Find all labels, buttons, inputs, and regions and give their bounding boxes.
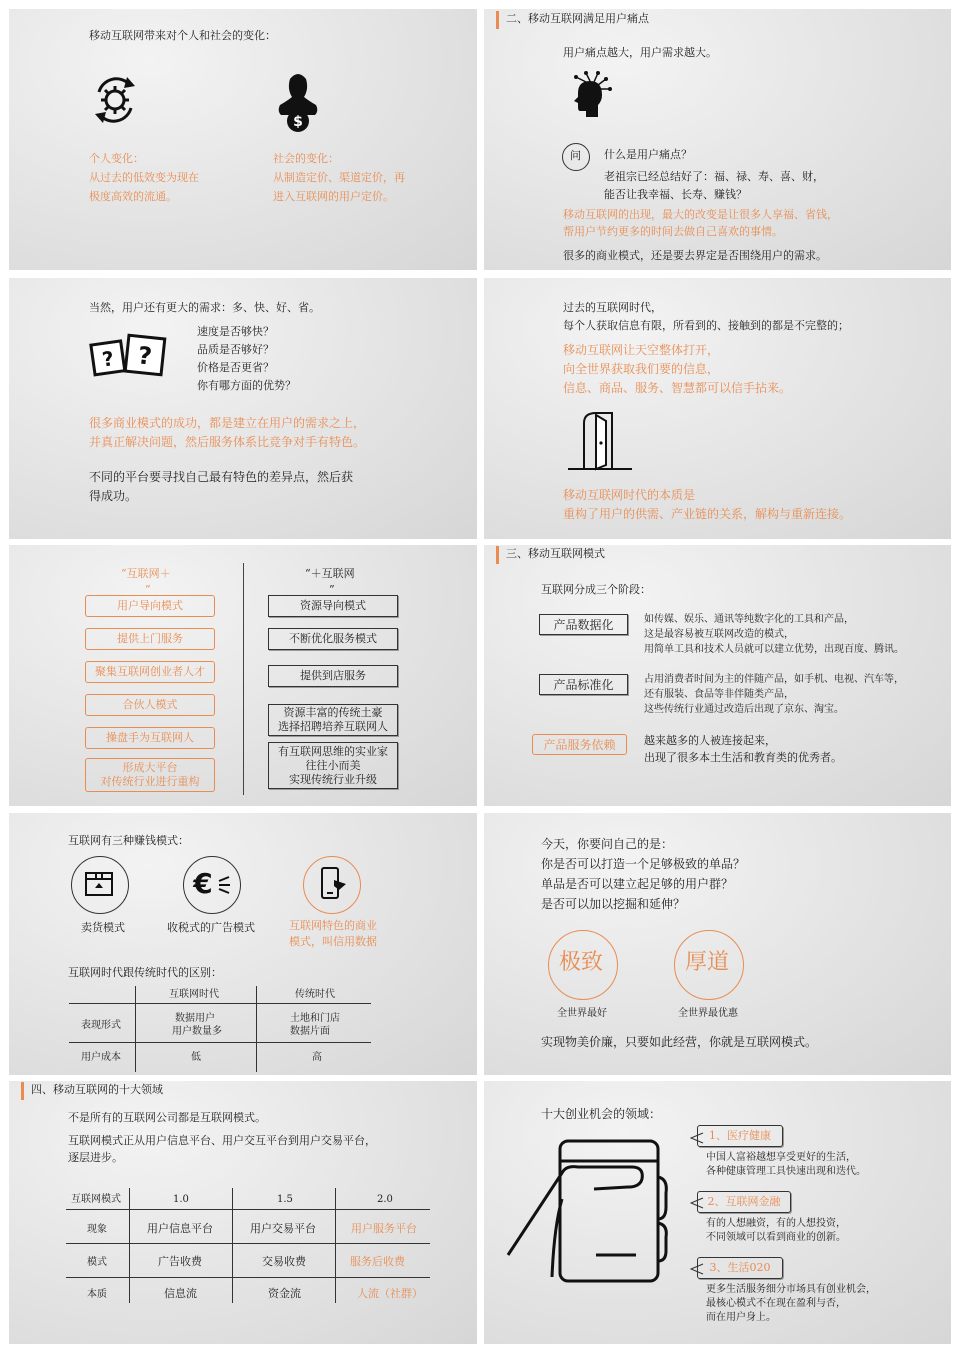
table-cell: 资金流 [268,1287,301,1300]
model-label: 收税式的广告模式 [167,921,255,934]
highlight-line: 移动互联网的出现，最大的改变是让很多人享福、省钱， [563,208,838,221]
slide-9 [9,1081,477,1344]
social-change-line: 进入互联网的用户定价。 [273,190,394,203]
answer-line: 能否让我幸福、长寿、赚钱？ [604,188,747,201]
domain-line: 有的人想融资，有的人想投资， [706,1218,846,1229]
head-ideas-icon [564,71,612,131]
row-label: 模式 [87,1257,107,1268]
table-cell: 低 [191,1052,201,1063]
extreme-label: 极致 [559,950,604,975]
body-line: 逐层进步。 [68,1151,123,1164]
table-header: 1.0 [173,1194,189,1205]
slide-4 [484,278,951,539]
model-label: 互联网特色的商业 [289,919,377,932]
closing-text: 实现物美价廉，只要如此经营，你就是互联网模式。 [541,1035,818,1049]
table-rule [135,986,136,1072]
table-cell: 数据片面 [290,1026,330,1037]
table-header: 互联网模式 [71,1194,121,1205]
right-box: 资源导向模式 [268,595,398,617]
body-line: 得成功。 [89,489,138,503]
left-box: 聚集互联网创业者人才 [85,661,215,683]
right-box: 不断优化服务模式 [268,628,398,650]
slide-title: 互联网有三种赚钱模式： [68,834,189,847]
table-header: 传统时代 [295,989,335,1000]
stage-label: 产品标准化 [539,674,628,695]
stage-label: 产品数据化 [539,614,628,635]
column-divider [243,563,244,795]
right-box [268,704,398,736]
question-line: 品质是否够好？ [197,343,274,356]
right-box-line: 资源丰富的传统土豪 [283,706,383,719]
slide-8 [484,813,951,1075]
table-cell: 高 [312,1052,322,1063]
left-column-title-quote: ” [145,583,151,596]
social-change-line: 从制造定价、渠道定价，再 [273,171,405,184]
table-cell: 交易收费 [262,1255,306,1268]
stage-line: 这些传统行业通过改造后出现了京东、淘宝。 [644,704,844,715]
domain-line: 不同领域可以看到商业的创新。 [706,1232,846,1243]
right-box [268,742,398,789]
domain-tag: 1、医疗健康 [697,1125,783,1147]
answer-line: 老祖宗已经总结好了：福、禄、寿、喜、财， [604,170,824,183]
question-cards-icon [89,333,167,381]
section-header: 四、移动互联网的十大领域 [31,1083,163,1096]
highlight-line: 向全世界获取我们要的信息， [563,362,720,376]
stage-line: 如传媒、娱乐、通讯等纯数字化的工具和产品， [644,614,854,625]
stage-line: 这是最容易被互联网改造的模式， [644,629,794,640]
table-cell: 人流（社群） [357,1287,423,1300]
table-cell: 用户服务平台 [351,1222,417,1235]
highlight-line: 并真正解决问题，然后服务体系比竞争对手有特色。 [89,435,366,449]
slide-10 [484,1081,951,1344]
section-header: 三、移动互联网模式 [506,547,605,560]
right-box-line: 选择招聘培养互联网人 [278,720,388,733]
section-marker [496,11,499,29]
svg-text:?: ? [100,346,116,372]
slide-title: 移动互联网带来对个人和社会的变化： [89,29,276,42]
comparison-title: 互联网时代跟传统时代的区别： [68,966,222,979]
left-box: 操盘手为互联网人 [85,727,215,749]
personal-change-line: 极度高效的流通。 [89,190,177,203]
euro-icon [189,867,233,899]
question-line: 价格是否更省？ [197,361,274,374]
domain-line: 而在用户身上。 [706,1312,776,1323]
left-box: 合伙人模式 [85,694,215,716]
right-box: 提供到店服务 [268,665,398,687]
table-rule [69,1042,371,1043]
slide-1 [9,9,477,270]
honest-label: 厚道 [685,950,730,975]
extreme-caption: 全世界最好 [557,1008,607,1019]
stage-line: 用简单工具和技术人员就可以建立优势，出现百度、腾讯。 [644,644,904,655]
table-cell: 土地和门店 [290,1013,340,1024]
left-column-title: “互联网＋ [121,567,171,580]
table-rule [66,1243,430,1244]
model-label: 模式，叫信用数据 [289,935,377,948]
highlight-line: 信息、商品、服务、智慧都可以信手拈来。 [563,381,792,395]
intro-text: 互联网分成三个阶段： [541,583,651,596]
highlight-line: 移动互联网让天空整体打开， [563,343,720,357]
slide-title: 当然，用户还有更大的需求：多、快、好、省。 [89,301,320,314]
section-header: 二、移动互联网满足用户痛点 [506,12,649,25]
highlight-line: 重构了用户的供需、产业链的关系，解构与重新连接。 [563,507,852,521]
open-door-icon [568,411,632,473]
body-line: 每个人获取信息有限，所看到的、接触到的都是不完整的； [563,319,849,332]
question-line: 你有哪方面的优势？ [197,379,296,392]
question-line: 速度是否够快？ [197,325,274,338]
domain-line: 中国人富裕越想享受更好的生活， [706,1152,856,1163]
slide-6 [484,545,951,806]
personal-change-line: 从过去的低效变为现在 [89,171,199,184]
left-box [85,758,215,792]
table-rule [335,1188,336,1303]
table-cell: 广告收费 [158,1255,202,1268]
slide-7 [9,813,477,1075]
honest-caption: 全世界最优惠 [678,1008,738,1019]
body-line: 不同的平台要寻找自己最有特色的差异点，然后获 [89,470,354,484]
right-box-line: 实现传统行业升级 [289,772,377,786]
slide-title: 十大创业机会的领域： [541,1107,662,1121]
table-rule [256,986,257,1072]
question-line: 单品是否可以建立起足够的用户群？ [541,877,734,891]
left-box-line: 形成大平台 [122,761,178,774]
box-icon [83,867,115,899]
phone-icon [319,866,349,902]
table-cell: 服务后收费 [350,1255,405,1268]
table-rule [232,1188,233,1303]
person-money-icon [275,71,321,135]
left-box: 用户导向模式 [85,595,215,617]
ask-badge-label: 问 [570,149,581,162]
question-line: 你是否可以打造一个足够极致的单品？ [541,857,746,871]
highlight-line: 很多商业模式的成功，都是建立在用户的需求之上， [89,416,366,430]
section-marker [496,546,499,564]
row-label: 本质 [87,1289,107,1300]
row-label: 表现形式 [81,1020,121,1031]
question-line: 是否可以加以挖掘和延伸？ [541,897,686,911]
row-label: 现象 [87,1224,107,1235]
question-line: 今天，你要问自己的是： [541,837,674,851]
stage-line: 越来越多的人被连接起来， [644,734,776,747]
left-box-line: 对传统行业进行重构 [100,775,200,788]
domain-line: 各种健康管理工具快速出现和迭代。 [706,1166,866,1177]
highlight-line: 帮用户节约更多的时间去做自己喜欢的事情。 [563,225,783,238]
stage-label: 产品服务依赖 [532,734,627,755]
stage-line: 出现了很多本土生活和教育类的优秀者。 [644,751,842,764]
svg-text:€: € [193,867,213,900]
table-rule [129,1188,130,1303]
table-cell: 用户数量多 [172,1026,222,1037]
personal-change-title: 个人变化： [89,152,144,165]
slide-3 [9,278,477,539]
domain-line: 更多生活服务细分市场具有创业机会， [706,1284,876,1295]
row-label: 用户成本 [81,1052,121,1063]
right-column-title: “＋互联网 [305,567,355,580]
question: 什么是用户痛点？ [604,148,692,161]
domain-tag: 3、生活020 [697,1257,783,1279]
body-line: 过去的互联网时代， [563,301,662,314]
table-cell: 数据用户 [175,1013,215,1024]
social-change-title: 社会的变化： [273,152,339,165]
table-cell: 信息流 [164,1287,197,1300]
domain-line: 最核心模式不在现在盈利与否， [706,1298,846,1309]
model-label: 卖货模式 [81,921,125,934]
slide-5 [9,545,477,806]
right-column-title-quote: ” [329,583,335,596]
table-rule [66,1277,430,1278]
svg-text:$: $ [293,114,303,130]
closing-text: 很多的商业模式，还是要去界定是否围绕用户的需求。 [563,249,827,262]
table-header: 2.0 [377,1194,393,1205]
gear-cycle-icon [89,74,141,126]
right-box-line: 有互联网思维的实业家 [278,744,388,758]
table-rule [69,1003,371,1004]
stage-line: 还有服装、食品等非伴随类产品， [644,689,794,700]
body-line: 不是所有的互联网公司都是互联网模式。 [68,1111,266,1124]
body-line: 互联网模式正从用户信息平台、用户交互平台到用户交易平台， [68,1134,376,1147]
intro-text: 用户痛点越大，用户需求越大。 [563,46,717,59]
highlight-line: 移动互联网时代的本质是 [563,488,696,502]
domain-tag: 2、互联网金融 [697,1191,791,1213]
table-cell: 用户信息平台 [147,1222,213,1235]
svg-text:?: ? [136,341,154,371]
hand-holding-phone-icon [506,1137,666,1287]
table-rule [66,1209,430,1210]
table-cell: 用户交易平台 [250,1222,316,1235]
slide-2 [484,9,951,270]
section-marker [21,1082,24,1100]
left-box: 提供上门服务 [85,628,215,650]
right-box-line: 往往小而美 [305,758,361,772]
stage-line: 占用消费者时间为主的伴随产品，如手机、电视、汽车等， [644,674,904,685]
table-header: 1.5 [277,1194,293,1205]
table-header: 互联网时代 [169,989,219,1000]
